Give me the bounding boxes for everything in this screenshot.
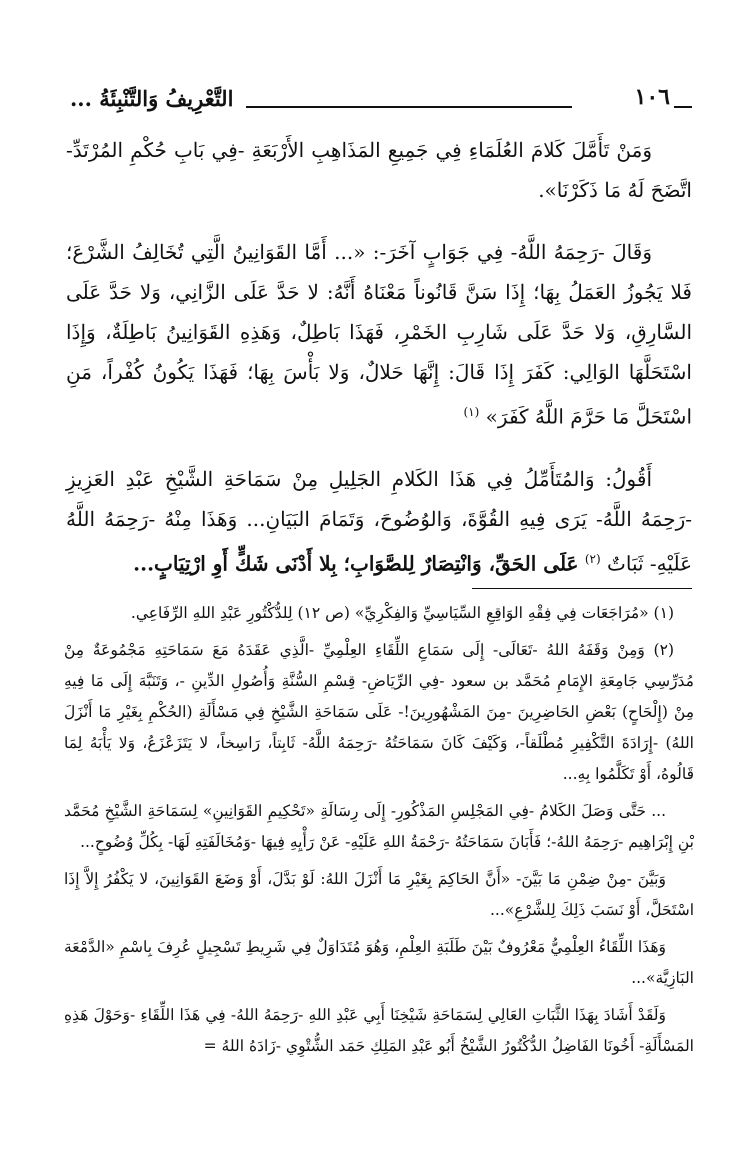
- footnote-2: (٢) وَمِنْ وَقَفَهُ اللهُ -تَعَالَى- إِلَى سَمَاعِ اللِّقَاءِ العِلْمِيِّ -الَّذِي عَقَدَهُ مَعَ سَمَاحَتِهِ مَجْمُوعَةٌ مِنْ مُدَرِّسِي جَامِعَةِ الإِمَامِ مُحَمَّد بن سعود -فِي الرِّيَاضِ- قِسْمِ السُّنَّةِ وَأُصُولِ الدِّينِ -، وَتَنَبَّهَ إِلَى مَا فِيهِ مِنْ (إِلْحَاحٍ) بَعْضِ الحَاضِرِينَ -مِنَ المَشْهُورِينَ!- عَلَى سَمَاحَةِ الشَّيْخِ فِي مَسْأَلَةِ (الحُكْمِ بِغَيْرِ مَا أَنْزَلَ اللهُ) -إِرَادَةَ التَّكْفِيرِ مُطْلَقاً-، وَكَيْفَ كَانَ سَمَاحَتُهُ -رَحِمَهُ اللَّهُ- ثَابِتاً، رَاسِخاً، لا يَتَزَعْزَعُ، وَلا يَأْبَهُ لِمَا قَالُوهُ، أَوْ تَكَلَّمُوا بِهِ...: [64, 641, 694, 783]
- paragraph-2-text: وَقَالَ -رَحِمَهُ اللَّهُ- فِي جَوَابٍ آخَرَ-: «... أَمَّا القَوَانِينُ الَّتِي تُخَالِفُ الشَّرْعَ؛ فَلا يَجُوزُ العَمَلُ بِهَا؛ إِذَا سَنَّ قَانُوناً مَعْنَاهُ أَنَّهُ: لا حَدَّ عَلَى الزَّانِي، وَلا حَدَّ عَلَى السَّارِقِ، وَلا حَدَّ عَلَى شَارِبِ الخَمْرِ، فَهَذَا بَاطِلٌ، وَهَذِهِ القَوَانِينُ بَاطِلَةٌ، وَإِذَا اسْتَحَلَّهَا الوَالِي: كَفَرَ إِذَا قَالَ: إِنَّهَا حَلالٌ، وَلا بَأْسَ بِهَا؛ فَهَذَا يَكُونُ كُفْراً، مَنِ اسْتَحَلَّ مَا حَرَّمَ اللَّهُ كَفَرَ»: [66, 240, 692, 429]
- running-title: التَّعْرِيفُ وَالتَّنْبِئَةُ ...: [70, 86, 234, 111]
- footnote-2-continued-c: وَهَذَا اللِّقَاءُ العِلْمِيُّ مَعْرُوفٌ بَيْنَ طَلَبَةِ العِلْمِ، وَهُوَ مُتَدَاوَلٌ فِي شَرِيطِ تَسْجِيلٍ عُرِفَ بِاسْمِ «الدَّمْعَة البَازِيَّة»...: [64, 938, 694, 987]
- footnote-2-continued-d: وَلَقَدْ أَشَادَ بِهَذَا الثَّبَاتِ العَالِي لِسَمَاحَةِ شَيْخِنَا أَبِي عَبْدِ اللهِ -رَحِمَهُ اللهُ- فِي هَذَا اللِّقَاءِ -وَحَوْلَ هَذِهِ المَسْأَلَةِ- أَخُونَا الفَاضِلُ الدُّكْتُورُ الشَّيْخُ أَبُو عَبْدِ المَلِكِ حَمَد الشُّتْوِي -زَادَهُ اللهُ =: [64, 1006, 694, 1055]
- footnote-ref-1: (١): [463, 405, 480, 419]
- footnote-2-continued-a: ... حَتَّى وَصَلَ الكَلامُ -فِي المَجْلِسِ المَذْكُورِ- إِلَى رِسَالَةِ «تَحْكِيمِ القَوَانِينِ» لِسَمَاحَةِ الشَّيْخِ مُحَمَّد بْنِ إِبْرَاهِيم -رَحِمَهُ اللهُ-؛ فَأَبَانَ سَمَاحَتُهُ -رَحْمَةُ اللهِ عَلَيْهِ- عَنْ رَأْيِهِ فِيهَا -وَمُخَالَفَتِهِ لَهَا- بِكُلِّ وُضُوحٍ...: [64, 802, 694, 851]
- footnote-1: (١) «مُرَاجَعَات فِي فِقْهِ الوَاقِعِ السِّيَاسِيِّ وَالفِكْرِيِّ» (ص ١٢) لِلدُّكْتُورِ عَبْدِ اللهِ الرِّفَاعِي.: [130, 604, 674, 622]
- footnote-2-continued-b: وَبَيَّنَ -مِنْ ضِمْنِ مَا بَيَّنَ- «أَنَّ الحَاكِمَ بِغَيْرِ مَا أَنْزَلَ اللهُ: لَوْ بَدَّلَ، أَوْ وَضَعَ القَوَانِينَ، لا يَكْفُرُ إِلاَّ إِذَا اسْتَحَلَّ، أَوْ نَسَبَ ذَلِكَ لِلشَّرْعِ»...: [64, 870, 694, 919]
- paragraph-1: وَمَنْ تَأَمَّلَ كَلامَ العُلَمَاءِ فِي جَمِيعِ المَذَاهِبِ الأَرْبَعَةِ -فِي بَابِ حُكْمِ المُرْتَدِّ- اتَّضَحَ لَهُ مَا ذَكَرْنَا».: [66, 138, 692, 202]
- paragraph-2: [66, 232, 692, 437]
- page-number: ١٠٦: [634, 84, 670, 110]
- page-header: [70, 84, 692, 120]
- footnotes: [64, 598, 694, 1068]
- paragraph-3-text: أَقُولُ: وَالمُتَأَمِّلُ فِي هَذَا الكَلامِ الجَلِيلِ مِنْ سَمَاحَةِ الشَّيْخِ عَبْدِ العَزِيزِ -رَحِمَهُ اللَّهُ- يَرَى فِيهِ القُوَّةَ، وَالوُضُوحَ، وَتَمَامَ البَيَانِ... وَهَذَا مِنْهُ -رَحِمَهُ اللَّهُ عَلَيْهِ- ثَبَاتٌ: [66, 466, 692, 576]
- footnote-ref-2: (٢): [584, 551, 601, 566]
- paragraph-3-end: عَلَى الحَقِّ، وَانْتِصَارٌ لِلصَّوَابِ؛ بِلا أَدْنَى شَكٍّ أَوِ ارْتِيَابٍ...: [133, 551, 579, 576]
- main-text: [66, 130, 692, 583]
- footnote-divider: [472, 588, 692, 589]
- header-rule: [246, 106, 572, 108]
- header-rule-tick: [674, 106, 692, 108]
- paragraph-3: [66, 459, 692, 584]
